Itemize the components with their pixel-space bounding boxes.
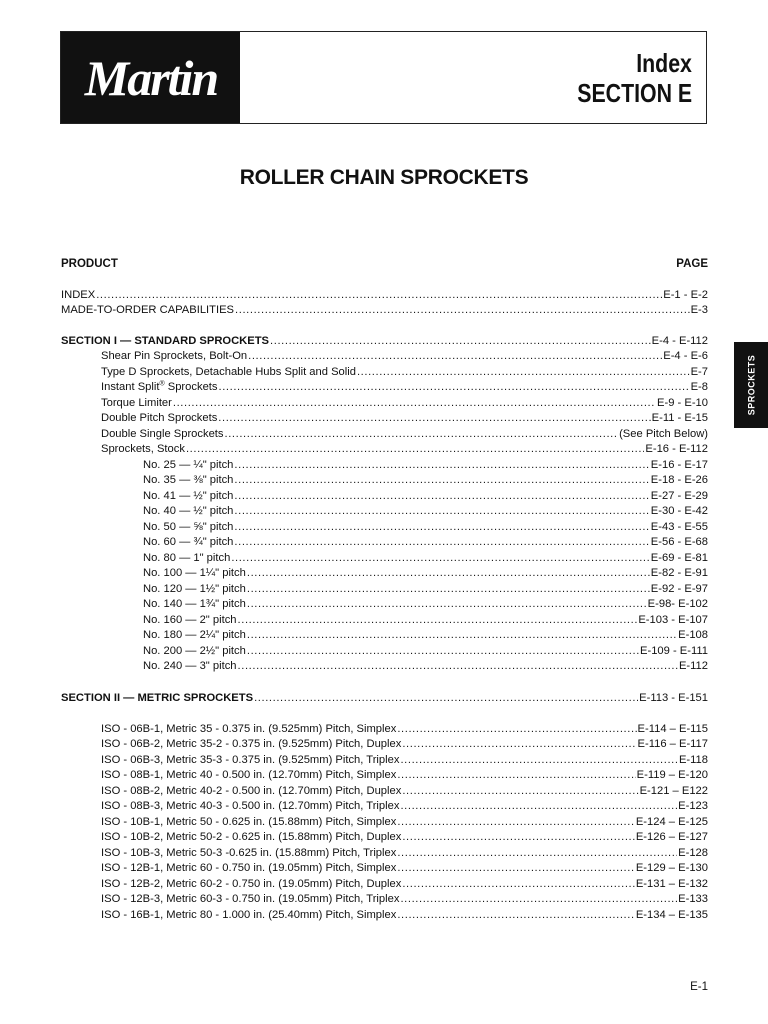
- toc-entry: [61, 304, 708, 320]
- section-label: SECTION E: [577, 77, 692, 108]
- toc-entry-label: Instant Split® Sprockets: [101, 380, 218, 393]
- dot-leader: [234, 536, 649, 548]
- toc-entry-label: ISO - 16B-1, Metric 80 - 1.000 in. (25.40mm) Pitch, Simplex: [101, 909, 397, 921]
- toc-entry-page: E-16 - E-17: [650, 459, 708, 471]
- dot-leader: [402, 785, 638, 797]
- dot-leader: [254, 692, 638, 704]
- dot-leader: [400, 893, 677, 905]
- page-title: ROLLER CHAIN SPROCKETS: [239, 166, 529, 189]
- toc-entry-label: ISO - 08B-2, Metric 40-2 - 0.500 in. (12.70mm) Pitch, Duplex: [101, 785, 402, 797]
- dot-leader: [238, 660, 678, 672]
- dot-leader: [357, 366, 690, 378]
- toc-entry-page: E-98- E-102: [647, 598, 708, 610]
- martin-logo: [61, 32, 240, 123]
- toc-entry-page: E-18 - E-26: [650, 474, 708, 486]
- toc-entry-label: No. 50 — ⅝" pitch: [143, 521, 234, 533]
- svg-text:Martin: Martin: [84, 49, 217, 106]
- toc-entry-page: E-56 - E-68: [650, 536, 708, 548]
- toc-entry: [61, 552, 708, 568]
- toc-entry: [61, 521, 708, 537]
- dot-leader: [247, 629, 677, 641]
- toc-entry-label: Sprockets, Stock: [101, 443, 185, 455]
- toc-entry: [61, 459, 708, 475]
- toc-entry: [61, 428, 708, 444]
- toc-entry: [61, 335, 708, 351]
- dot-leader: [234, 474, 649, 486]
- toc-entry-label: No. 35 — ⅜" pitch: [143, 474, 234, 486]
- toc-entry-label: ISO - 10B-2, Metric 50-2 - 0.625 in. (15.88mm) Pitch, Duplex: [101, 831, 402, 843]
- dot-leader: [397, 909, 635, 921]
- dot-leader: [96, 289, 662, 301]
- toc-entry: [61, 567, 708, 583]
- toc-entry-label: Torque Limiter: [101, 397, 172, 409]
- dot-leader: [218, 412, 650, 424]
- toc-entry-label: No. 60 — ¾" pitch: [143, 536, 234, 548]
- toc-entry: [61, 645, 708, 661]
- toc-entry-label: No. 160 — 2" pitch: [143, 614, 237, 626]
- dot-leader: [402, 878, 635, 890]
- dot-leader: [247, 645, 639, 657]
- toc-entry: [61, 831, 708, 847]
- footer-page-number: E-1: [690, 981, 708, 993]
- toc-entry-page: E-128: [678, 847, 708, 859]
- toc-entry: [61, 893, 708, 909]
- toc-entry-page: (See Pitch Below): [619, 428, 708, 440]
- dot-leader: [397, 816, 635, 828]
- toc-entry: [61, 490, 708, 506]
- toc-entry-label: ISO - 12B-3, Metric 60-3 - 0.750 in. (19.05mm) Pitch, Triplex: [101, 893, 400, 905]
- toc-entry: [61, 350, 708, 366]
- toc-entry: [61, 397, 708, 413]
- toc-entry-page: E-69 - E-81: [650, 552, 708, 564]
- toc-entry-label: No. 140 — 1¾" pitch: [143, 598, 246, 610]
- toc-entry-label: No. 240 — 3" pitch: [143, 660, 237, 672]
- side-tab-label: SPROCKETS: [746, 354, 757, 416]
- page-column-header: PAGE: [676, 258, 708, 270]
- dot-leader: [231, 552, 649, 564]
- dot-leader: [219, 381, 690, 393]
- toc-entry-label: No. 41 — ½" pitch: [143, 490, 234, 502]
- toc-entry-label: ISO - 08B-1, Metric 40 - 0.500 in. (12.70mm) Pitch, Simplex: [101, 769, 397, 781]
- toc-entry: [61, 769, 708, 785]
- dot-leader: [397, 862, 635, 874]
- product-column-header: PRODUCT: [61, 258, 118, 270]
- dot-leader: [397, 723, 636, 735]
- toc-entry-page: E-16 - E-112: [645, 443, 708, 455]
- column-headers: [61, 258, 708, 270]
- dot-leader: [186, 443, 644, 455]
- toc-entry-page: E-114 – E-115: [637, 723, 708, 735]
- toc-entry-label: ISO - 12B-1, Metric 60 - 0.750 in. (19.05mm) Pitch, Simplex: [101, 862, 397, 874]
- toc-entry-label: No. 25 — ¼" pitch: [143, 459, 234, 471]
- dot-leader: [234, 459, 649, 471]
- section-side-tab: [734, 342, 768, 428]
- toc-entry-label: No. 100 — 1¼" pitch: [143, 567, 246, 579]
- toc-entry: [61, 583, 708, 599]
- toc-entry: [61, 847, 708, 863]
- toc-entry-page: E-133: [678, 893, 708, 905]
- toc-entry-page: E-1 - E-2: [663, 289, 708, 301]
- toc-entry: [61, 289, 708, 305]
- dot-leader: [402, 831, 635, 843]
- toc-entry-page: E-27 - E-29: [650, 490, 708, 502]
- dot-leader: [238, 614, 638, 626]
- dot-leader: [400, 800, 677, 812]
- toc-entry-page: E-131 – E-132: [635, 878, 708, 890]
- toc-entry: [61, 505, 708, 521]
- toc-entry: [61, 536, 708, 552]
- toc-entry-page: E-4 - E-6: [663, 350, 708, 362]
- toc-entry: [61, 862, 708, 878]
- toc-entry: [61, 723, 708, 739]
- toc-entry-label: Double Pitch Sprockets: [101, 412, 218, 424]
- toc-entry-label: Shear Pin Sprockets, Bolt-On: [101, 350, 248, 362]
- toc-entry-label: INDEX: [61, 289, 96, 301]
- toc-entry-page: E-134 – E-135: [635, 909, 708, 921]
- dot-leader: [234, 490, 649, 502]
- dot-leader: [270, 335, 651, 347]
- page-header: [60, 31, 707, 124]
- dot-leader: [247, 567, 650, 579]
- dot-leader: [397, 769, 635, 781]
- toc-entry-label: No. 200 — 2½" pitch: [143, 645, 246, 657]
- dot-leader: [402, 738, 636, 750]
- toc-entry: [61, 754, 708, 770]
- toc-entry-label: Type D Sprockets, Detachable Hubs Split and Solid: [101, 366, 356, 378]
- toc-entry: [61, 629, 708, 645]
- toc-entry-page: E-4 - E-112: [651, 335, 708, 347]
- dot-leader: [235, 304, 690, 316]
- toc-entry-page: E-30 - E-42: [650, 505, 708, 517]
- toc-entry-label: Double Single Sprockets: [101, 428, 224, 440]
- dot-leader: [234, 521, 649, 533]
- toc-entry-page: E-124 – E-125: [635, 816, 708, 828]
- toc-entry: [61, 474, 708, 490]
- toc-entry-page: E-119 – E-120: [636, 769, 708, 781]
- toc-entry: [61, 800, 708, 816]
- toc-entry-page: E-118: [678, 754, 708, 766]
- toc-entry: [61, 443, 708, 459]
- toc-entry: [61, 738, 708, 754]
- toc-entry: [61, 381, 708, 397]
- section-heading: [240, 32, 706, 123]
- toc-entry-page: E-8: [690, 381, 708, 393]
- dot-leader: [225, 428, 619, 440]
- index-label: Index: [636, 47, 692, 78]
- dot-leader: [397, 847, 677, 859]
- toc-entry: [61, 878, 708, 894]
- toc-entry-page: E-7: [690, 366, 708, 378]
- toc-entry-label: No. 120 — 1½" pitch: [143, 583, 246, 595]
- toc-entry-page: E-116 – E-117: [637, 738, 708, 750]
- toc-entry: [61, 785, 708, 801]
- dot-leader: [247, 583, 650, 595]
- toc-entry-page: E-112: [678, 660, 708, 672]
- dot-leader: [248, 350, 662, 362]
- dot-leader: [247, 598, 647, 610]
- toc-entry-page: E-121 – E122: [639, 785, 708, 797]
- toc-entry-page: E-108: [678, 629, 708, 641]
- toc-entry-label: ISO - 10B-1, Metric 50 - 0.625 in. (15.88mm) Pitch, Simplex: [101, 816, 397, 828]
- toc-entry-label: No. 40 — ½" pitch: [143, 505, 234, 517]
- toc-entry: [61, 692, 708, 708]
- toc-entry-label: MADE-TO-ORDER CAPABILITIES: [61, 304, 235, 316]
- toc-entry-label: ISO - 06B-2, Metric 35-2 - 0.375 in. (9.525mm) Pitch, Duplex: [101, 738, 402, 750]
- toc-entry: [61, 816, 708, 832]
- toc-entry-label: ISO - 06B-3, Metric 35-3 - 0.375 in. (9.525mm) Pitch, Triplex: [101, 754, 400, 766]
- toc-entry-page: E-129 – E-130: [635, 862, 708, 874]
- toc-entry-page: E-103 - E-107: [638, 614, 708, 626]
- toc-entry-label: SECTION II — METRIC SPROCKETS: [61, 692, 254, 704]
- toc-entry-page: E-113 - E-151: [639, 692, 708, 704]
- toc-entry: [61, 909, 708, 925]
- toc-entry-page: E-3: [690, 304, 708, 316]
- toc-entry-page: E-82 - E-91: [650, 567, 708, 579]
- dot-leader: [400, 754, 678, 766]
- toc-entry-label: No. 80 — 1" pitch: [143, 552, 231, 564]
- toc-entry-page: E-9 - E-10: [657, 397, 708, 409]
- toc-entry-page: E-123: [678, 800, 708, 812]
- toc-entry-label: ISO - 12B-2, Metric 60-2 - 0.750 in. (19.05mm) Pitch, Duplex: [101, 878, 402, 890]
- toc-entry-label: No. 180 — 2¼" pitch: [143, 629, 246, 641]
- toc-entry-page: E-11 - E-15: [651, 412, 708, 424]
- toc-entry: [61, 412, 708, 428]
- toc-entry: [61, 660, 708, 676]
- toc-entry-page: E-126 – E-127: [635, 831, 708, 843]
- dot-leader: [173, 397, 656, 409]
- toc-entry-label: SECTION I — STANDARD SPROCKETS: [61, 335, 270, 347]
- toc-entry-label: ISO - 06B-1, Metric 35 - 0.375 in. (9.525mm) Pitch, Simplex: [101, 723, 397, 735]
- toc-entry-label: ISO - 10B-3, Metric 50-3 -0.625 in. (15.88mm) Pitch, Triplex: [101, 847, 397, 859]
- martin-logo-mark: [71, 43, 231, 113]
- toc-entry: [61, 614, 708, 630]
- dot-leader: [234, 505, 649, 517]
- toc-entry: [61, 598, 708, 614]
- toc-entry-page: E-43 - E-55: [650, 521, 708, 533]
- toc-entry-page: E-109 - E-111: [640, 645, 708, 657]
- toc-entry-page: E-92 - E-97: [650, 583, 708, 595]
- toc-entry-label: ISO - 08B-3, Metric 40-3 - 0.500 in. (12.70mm) Pitch, Triplex: [101, 800, 400, 812]
